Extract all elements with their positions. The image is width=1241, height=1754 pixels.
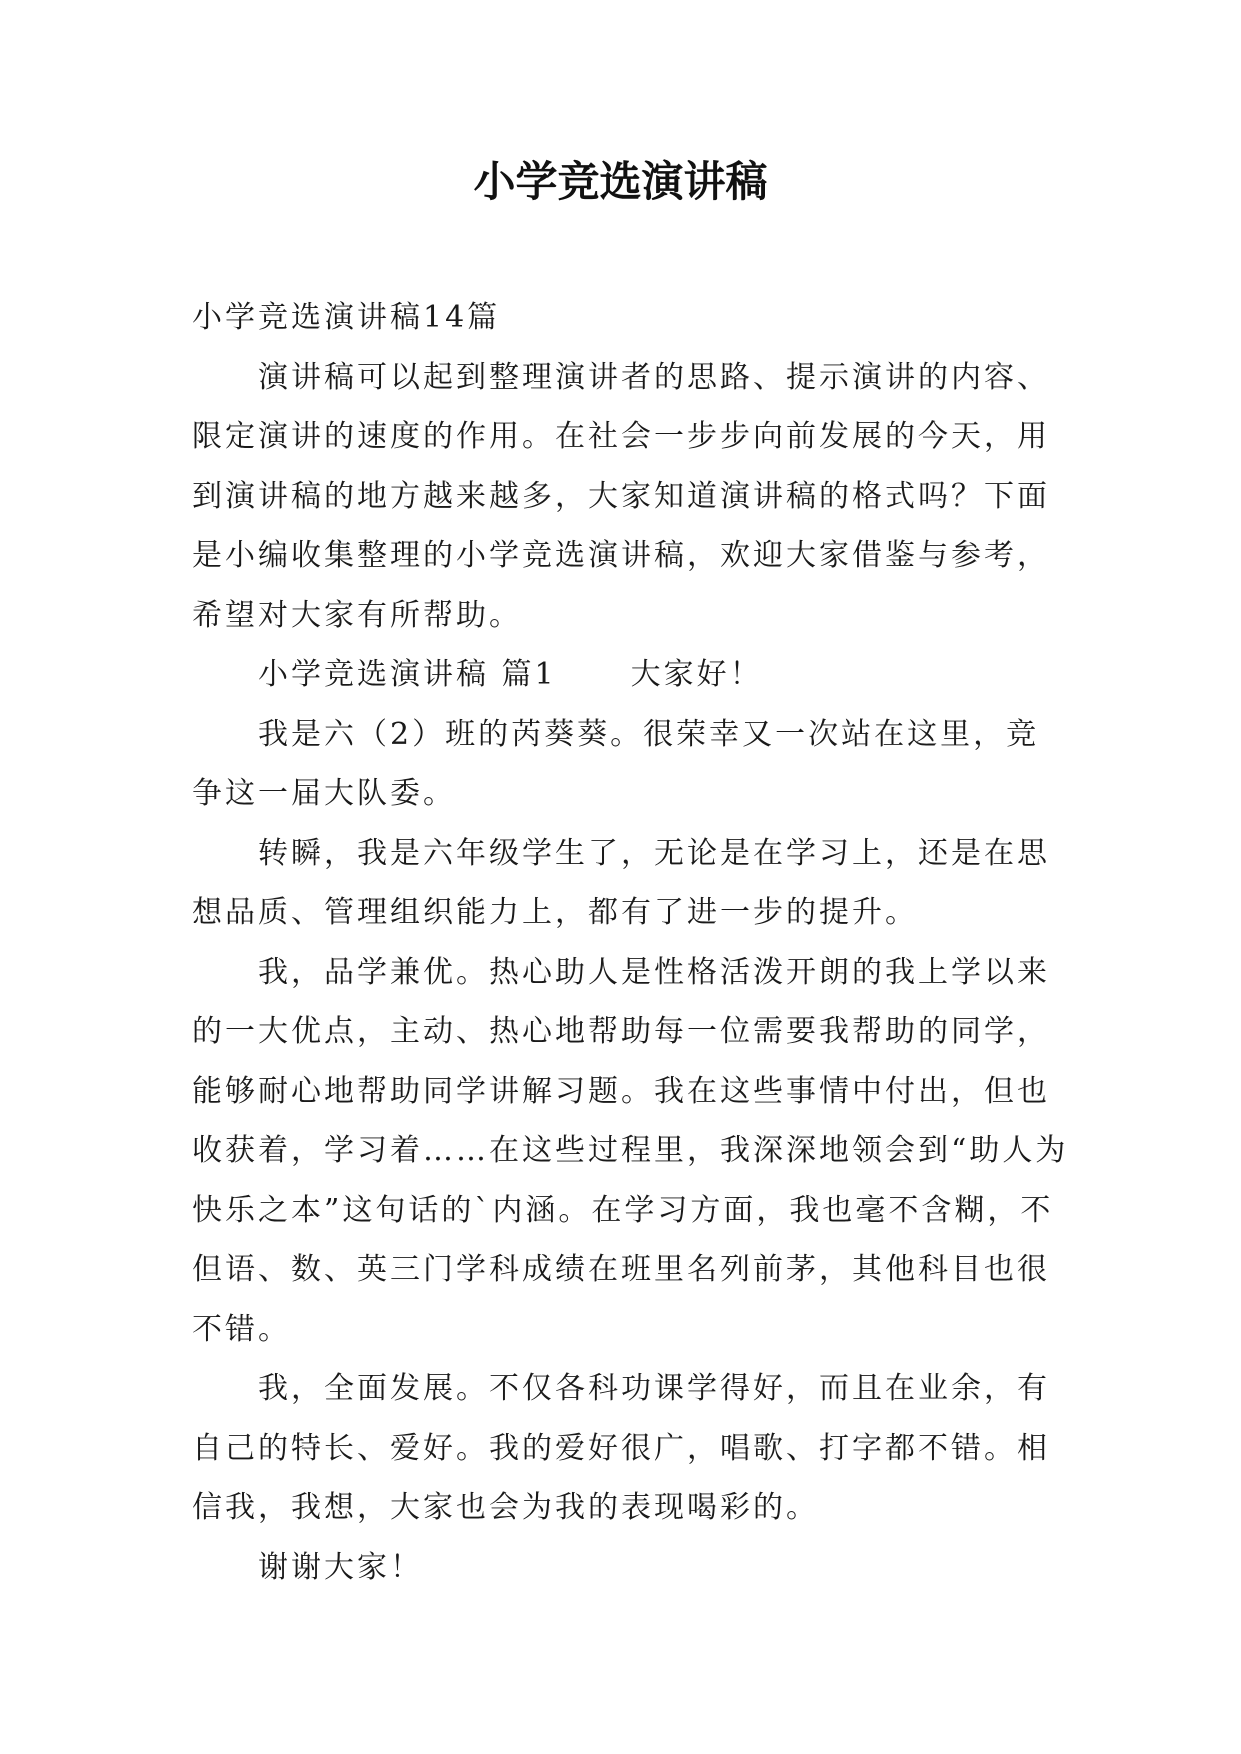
speech-paragraph-growth: 转瞬，我是六年级学生了，无论是在学习上，还是在思想品质、管理组织能力上，都有了进一步的提升。 — [192, 835, 1050, 930]
document-body — [192, 288, 1072, 1597]
speech-paragraph-introduction: 我是六（2）班的芮葵葵。很荣幸又一次站在这里，竞争这一届大队委。 — [192, 716, 1040, 811]
speech-paragraph-closing: 谢谢大家！ — [258, 1549, 423, 1585]
section-heading: 小学竞选演讲稿 篇1 — [258, 657, 557, 692]
intro-paragraph: 演讲稿可以起到整理演讲者的思路、提示演讲的内容、限定演讲的速度的作用。在社会一步步向前发展的今天，用到演讲稿的地方越来越多，大家知道演讲稿的格式吗？下面是小编收集整理的小学竞选演讲稿，欢迎大家借鉴与参考，希望对大家有所帮助。 — [192, 359, 1050, 633]
document-title: 小学竞选演讲稿 — [473, 157, 768, 206]
section-heading-line — [192, 645, 1072, 705]
speech-paragraph-development: 我，全面发展。不仅各科功课学得好，而且在业余，有自己的特长、爱好。我的爱好很广，唱歌、打字都不错。相信我，我想，大家也会为我的表现喝彩的。 — [192, 1371, 1050, 1525]
greeting: 大家好！ — [630, 657, 763, 692]
speech-paragraph-character: 我，品学兼优。热心助人是性格活泼开朗的我上学以来的一大优点，主动、热心地帮助每一位需要我帮助的同学，能够耐心地帮助同学讲解习题。我在这些事情中付出，但也收获着，学习着……在这些过程里，我深深地领会到“助人为快乐之本”这句话的`内涵。在学习方面，我也毫不含糊，不但语、数、英三门学科成绩在班里名列前茅，其他科目也很不错。 — [192, 954, 1069, 1347]
document-subtitle: 小学竞选演讲稿14篇 — [192, 300, 501, 335]
